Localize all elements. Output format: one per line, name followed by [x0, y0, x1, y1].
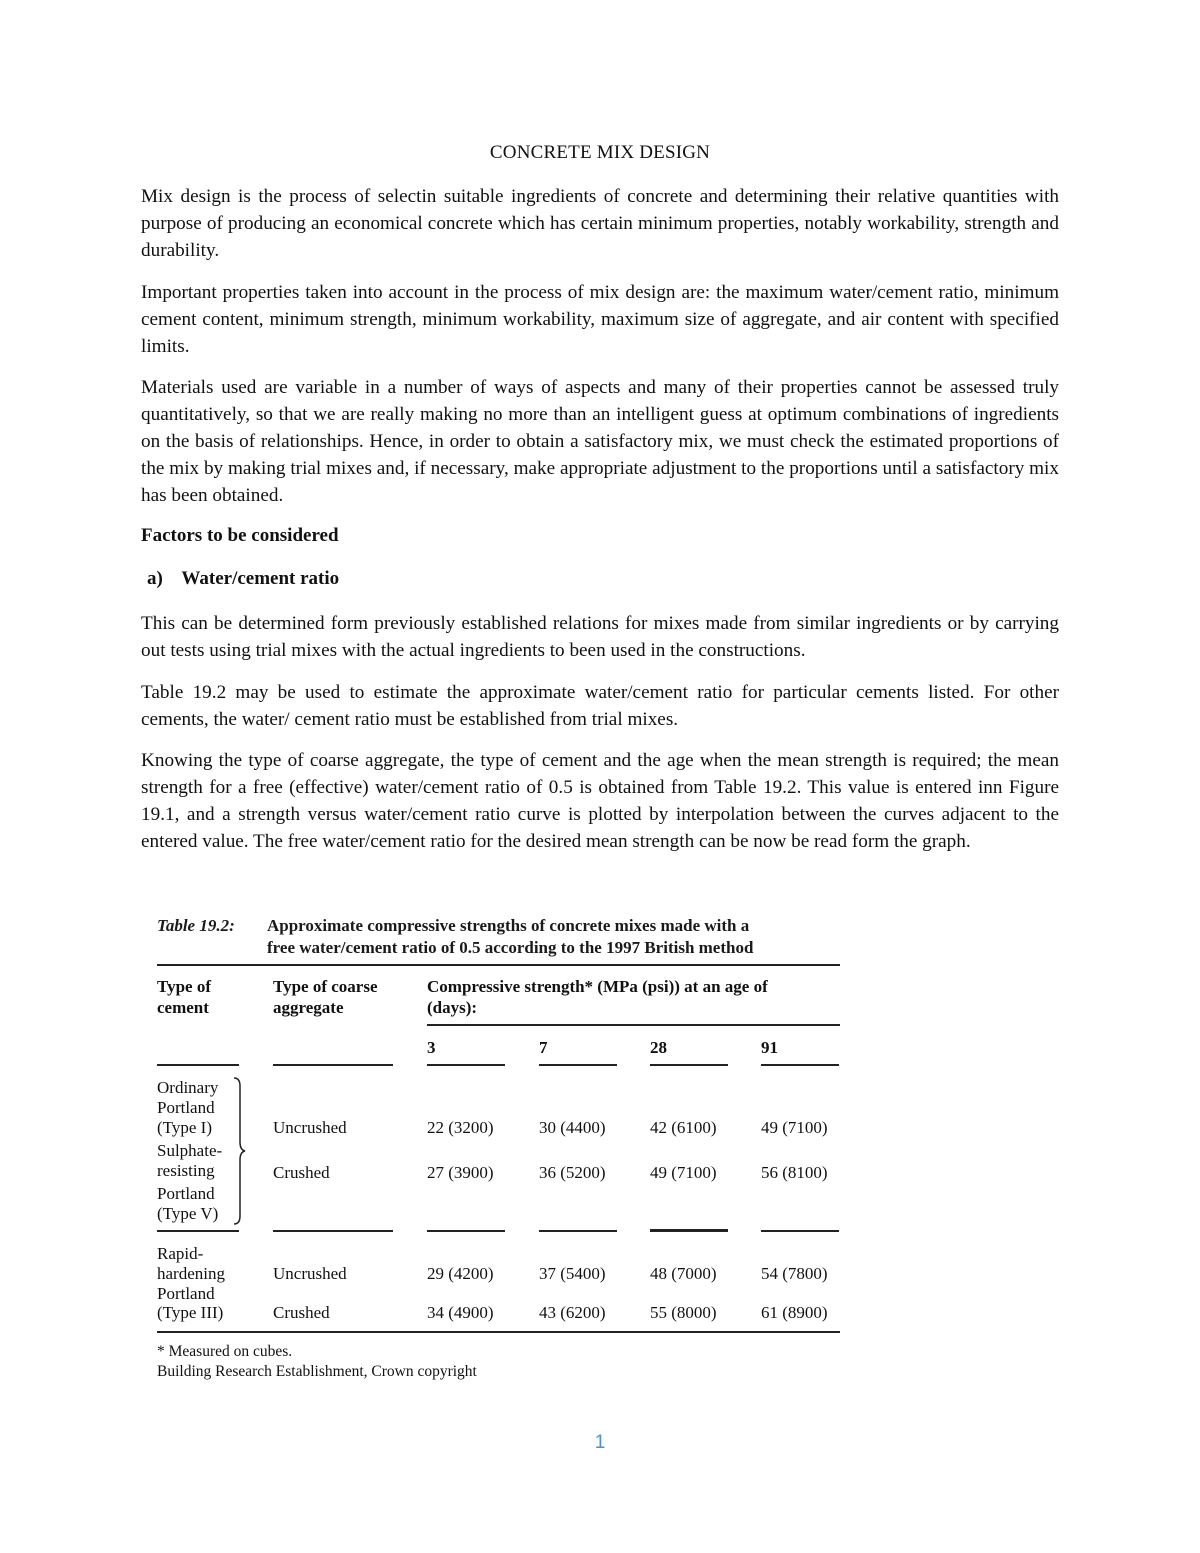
grouping-brace-icon — [232, 1076, 246, 1226]
page-number: 1 — [594, 1432, 606, 1453]
intro-paragraph: Mix design is the process of selectin suitable ingredients of concrete and determining their relative quantities with purpose of producing an economical concrete which has certain minimum properties, notably workability, strength and durability. — [141, 186, 1059, 261]
strength-cell: 22 (3200) — [427, 1118, 494, 1137]
header-aggregate-line-2: aggregate — [273, 998, 344, 1017]
strength-cell: 34 (4900) — [427, 1303, 494, 1322]
strength-cell: 55 (8000) — [650, 1303, 717, 1322]
cement-name-line: Portland — [157, 1098, 215, 1117]
header-cement-line-1: Type of — [157, 977, 211, 996]
cement-name-line: Rapid- — [157, 1244, 204, 1263]
strength-cell: 37 (5400) — [539, 1264, 606, 1283]
strength-cell: 54 (7800) — [761, 1264, 828, 1283]
aggregate-cell: Uncrushed — [273, 1118, 347, 1137]
strength-cell: 42 (6100) — [650, 1118, 717, 1137]
strength-header-rule — [427, 1024, 840, 1026]
table-top-rule — [157, 964, 840, 966]
header-underline — [157, 1064, 239, 1066]
aggregate-cell: Crushed — [273, 1303, 330, 1322]
document-title: CONCRETE MIX DESIGN — [489, 142, 711, 163]
cement-name-line: (Type V) — [157, 1204, 219, 1223]
cement-name-line: hardening — [157, 1264, 225, 1283]
table-caption-label: Table 19.2: — [157, 916, 235, 935]
group-separator — [539, 1230, 617, 1232]
table-caption-line-1: Approximate compressive strengths of concrete mixes made with a — [267, 916, 750, 935]
header-underline — [273, 1064, 393, 1066]
header-age-3: 3 — [427, 1038, 436, 1057]
cement-name-line: (Type III) — [157, 1303, 224, 1322]
table-caption-line-2: free water/cement ratio of 0.5 according to the 1997 British method — [267, 938, 754, 957]
strength-cell: 43 (6200) — [539, 1303, 606, 1322]
aggregate-cell: Crushed — [273, 1163, 330, 1182]
wc-paragraph-1: This can be determined form previously established relations for mixes made from similar ingredients or by carrying out tests using trial mixes with the actual ingredients to been used in the constructions. — [141, 613, 1059, 661]
header-strength-line-1: Compressive strength* (MPa (psi)) at an age of — [427, 977, 768, 996]
header-age-28: 28 — [650, 1038, 667, 1057]
strength-cell: 61 (8900) — [761, 1303, 828, 1322]
strength-cell: 30 (4400) — [539, 1118, 606, 1137]
strength-cell: 49 (7100) — [650, 1163, 717, 1182]
table-bottom-rule — [157, 1331, 840, 1333]
group-separator — [157, 1230, 239, 1232]
cement-name-line: Sulphate- — [157, 1141, 223, 1160]
header-underline — [761, 1064, 839, 1066]
group-separator — [761, 1230, 839, 1232]
header-cement-line-2: cement — [157, 998, 209, 1017]
subsection-label: a) — [147, 568, 163, 589]
strength-cell: 56 (8100) — [761, 1163, 828, 1182]
cement-name-line: resisting — [157, 1161, 215, 1180]
group-separator — [273, 1230, 393, 1232]
strength-cell: 29 (4200) — [427, 1264, 494, 1283]
cement-name-line: (Type I) — [157, 1118, 212, 1137]
table-source-credit: Building Research Establishment, Crown copyright — [157, 1363, 477, 1380]
group-separator — [427, 1230, 505, 1232]
strength-cell: 36 (5200) — [539, 1163, 606, 1182]
table-footnote-measured: * Measured on cubes. — [157, 1343, 293, 1360]
header-age-91: 91 — [761, 1038, 778, 1057]
properties-paragraph: Important properties taken into account in the process of mix design are: the maximum water/cement ratio, minimum cement content, minimum strength, minimum workability, maximum size of aggregate, and air content with specified limits. — [141, 282, 1059, 357]
header-age-7: 7 — [539, 1038, 548, 1057]
header-underline — [539, 1064, 617, 1066]
strength-cell: 49 (7100) — [761, 1118, 828, 1137]
wc-paragraph-2: Table 19.2 may be used to estimate the approximate water/cement ratio for particular cements listed. For other cements, the water/ cement ratio must be established from trial mixes. — [141, 682, 1059, 730]
strength-cell: 48 (7000) — [650, 1264, 717, 1283]
section-heading: Factors to be considered — [141, 525, 339, 546]
header-strength-line-2: (days): — [427, 998, 478, 1017]
cement-name-line: Ordinary — [157, 1078, 219, 1097]
group-separator — [650, 1229, 728, 1232]
header-underline — [427, 1064, 505, 1066]
aggregate-cell: Uncrushed — [273, 1264, 347, 1283]
subsection-heading — [147, 568, 339, 590]
cement-name-line: Portland — [157, 1284, 215, 1303]
header-aggregate-line-1: Type of coarse — [273, 977, 378, 996]
cement-name-line: Portland — [157, 1184, 215, 1203]
subsection-title: Water/cement ratio — [181, 568, 340, 589]
materials-paragraph: Materials used are variable in a number of ways of aspects and many of their properties cannot be assessed truly quantitatively, so that we are really making no more than an intelligent guess at optimum combinations of ingredients on the basis of relationships. Hence, in order to obtain a satisfactory mix, we must check the estimated proportions of the mix by making trial mixes and, if necessary, make appropriate adjustment to the proportions until a satisfactory mix has been obtained. — [141, 377, 1059, 506]
wc-paragraph-3: Knowing the type of coarse aggregate, the type of cement and the age when the mean strength is required; the mean strength for a free (effective) water/cement ratio of 0.5 is obtained from Table 19.2. This value is entered inn Figure 19.1, and a strength versus water/cement ratio curve is plotted by interpolation between the curves adjacent to the entered value. The free water/cement ratio for the desired mean strength can be now be read form the graph. — [141, 750, 1059, 852]
header-underline — [650, 1064, 728, 1066]
strength-cell: 27 (3900) — [427, 1163, 494, 1182]
